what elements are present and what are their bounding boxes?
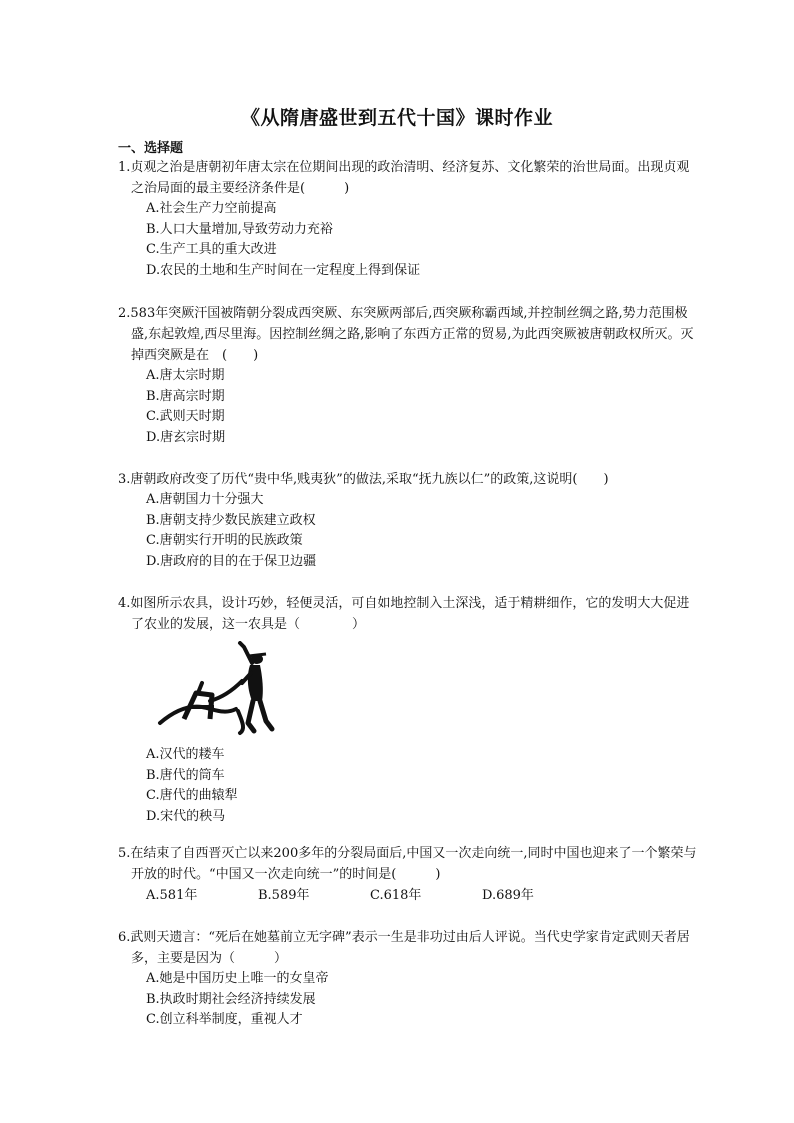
option-b: B.执政时期社会经济持续发展	[146, 991, 316, 1007]
options-row	[118, 885, 698, 907]
option-d: D.唐玄宗时期	[146, 430, 226, 446]
option-a: A.581年	[146, 888, 198, 903]
option-c: C.618年	[370, 888, 422, 903]
section-heading: 一、选择题	[118, 141, 184, 156]
option-b: B.人口大量增加,导致劳动力充裕	[146, 221, 333, 237]
option-d: D.农民的土地和生产时间在一定程度上得到保证	[146, 263, 421, 279]
option-d: D.689年	[482, 888, 534, 903]
option-c: C.唐代的曲辕犁	[146, 788, 238, 804]
question-stem: 6.武则天遗言：“死后在她墓前立无字碑”表示一生是非功过由后人评说。当代史学家肯定武则天者居多，主要是因为（ ）	[118, 930, 690, 966]
curved-plough-figure	[154, 641, 284, 739]
option-c: C.武则天时期	[146, 409, 225, 425]
question-5	[118, 843, 698, 907]
question-4	[118, 593, 698, 828]
option-c: C.生产工具的重大改进	[146, 242, 277, 258]
option-b: B.唐高宗时期	[146, 388, 225, 404]
question-stem: 1.贞观之治是唐朝初年唐太宗在位期间出现的政治清明、经济复苏、文化繁荣的治世局面。出现贞观之治局面的最主要经济条件是( )	[118, 160, 690, 196]
option-b: B.唐朝支持少数民族建立政权	[146, 512, 316, 528]
option-d: D.唐政府的目的在于保卫边疆	[146, 554, 317, 570]
option-b: B.唐代的筒车	[146, 767, 225, 783]
option-a: A.唐太宗时期	[146, 368, 225, 383]
option-c: C.创立科举制度，重视人才	[146, 1012, 303, 1028]
option-a: A.社会生产力空前提高	[146, 201, 277, 216]
question-2	[118, 303, 698, 449]
option-b: B.589年	[258, 888, 310, 903]
option-d: D.宋代的秧马	[146, 809, 226, 825]
option-a: A.汉代的耧车	[146, 747, 225, 762]
option-a: A.她是中国历史上唯一的女皇帝	[146, 971, 329, 986]
option-c: C.唐朝实行开明的民族政策	[146, 533, 303, 549]
question-3	[118, 469, 698, 573]
question-stem: 5.在结束了自西晋灭亡以来200多年的分裂局面后,中国又一次走向统一,同时中国也迎来了一个繁荣与开放的时代。“中国又一次走向统一”的时间是( )	[118, 846, 697, 882]
question-stem: 3.唐朝政府改变了历代“贵中华,贱夷狄”的做法,采取“抚九族以仁”的政策,这说明( )	[118, 472, 609, 487]
option-a: A.唐朝国力十分强大	[146, 492, 264, 507]
question-1	[118, 157, 698, 282]
question-6	[118, 927, 698, 1031]
question-stem: 4.如图所示农具，设计巧妙，轻便灵活，可自如地控制入土深浅，适于精耕细作，它的发明大大促进了农业的发展，这一农具是（ ）	[118, 596, 690, 632]
question-stem: 2.583年突厥汗国被隋朝分裂成西突厥、东突厥两部后,西突厥称霸西域,并控制丝绸之路,势力范围极盛,东起敦煌,西尽里海。因控制丝绸之路,影响了东西方正常的贸易,为此西突厥被唐朝政权所灭。灭掉西突厥是在 ( )	[118, 306, 694, 363]
page-title: 《从隋唐盛世到五代十国》课时作业	[240, 107, 553, 129]
